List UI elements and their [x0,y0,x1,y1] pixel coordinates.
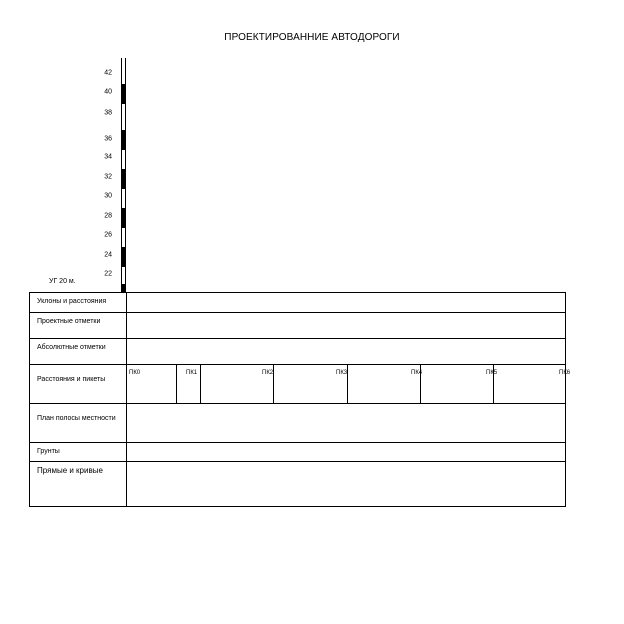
scale-caption: УГ 20 м. [49,278,76,285]
scale-mark: 22 [104,270,112,278]
scale-mark: 34 [104,153,112,161]
row-label-design: Проектные отметки [37,318,101,325]
row-divider [30,338,565,339]
scale-mark: 24 [104,251,112,259]
row-label-curves: Прямые и кривые [37,466,103,475]
page-title: ПРОЕКТИРОВАННИЕ АВТОДОРОГИ [224,32,400,43]
picket-label: ПК2 [262,370,274,376]
picket-label: ПК3 [336,370,348,376]
ruler-segment [121,104,126,130]
ruler-segment [121,150,126,169]
scale-mark: 36 [104,135,112,143]
ruler-segment [121,247,126,267]
ruler-segment [121,84,126,104]
elevation-ruler [121,58,126,293]
row-label-pickets: Расстояния и пикеты [37,376,106,383]
row-divider [30,461,565,462]
row-divider [30,312,565,313]
ruler-segment [121,130,126,150]
picket-divider [176,364,177,403]
row-label-slopes: Уклоны и расстояния [37,298,107,305]
picket-label: ПК1 [186,370,198,376]
row-divider [30,403,565,404]
row-divider [30,442,565,443]
ruler-segment [121,267,126,284]
ruler-segment [121,228,126,247]
row-label-absolute: Абсолютные отметки [37,344,106,351]
ruler-segment [121,58,126,84]
scale-mark: 32 [104,173,112,181]
picket-divider [200,364,201,403]
scale-mark: 42 [104,69,112,77]
ruler-segment [121,189,126,208]
scale-mark: 38 [104,109,112,117]
picket-label: ПК6 [559,370,571,376]
row-label-plan: План полосы местности [37,415,116,422]
scale-mark: 40 [104,88,112,96]
ruler-segment [121,208,126,228]
row-label-soils: Грунты [37,448,60,455]
picket-label: ПК0 [129,370,141,376]
scale-mark: 28 [104,212,112,220]
picket-label: ПК5 [486,370,498,376]
scale-mark: 26 [104,231,112,239]
ruler-segment [121,169,126,189]
scale-mark: 30 [104,192,112,200]
row-divider [30,364,565,365]
picket-label: ПК4 [411,370,423,376]
profile-table [29,292,571,507]
label-column-divider [126,293,127,507]
